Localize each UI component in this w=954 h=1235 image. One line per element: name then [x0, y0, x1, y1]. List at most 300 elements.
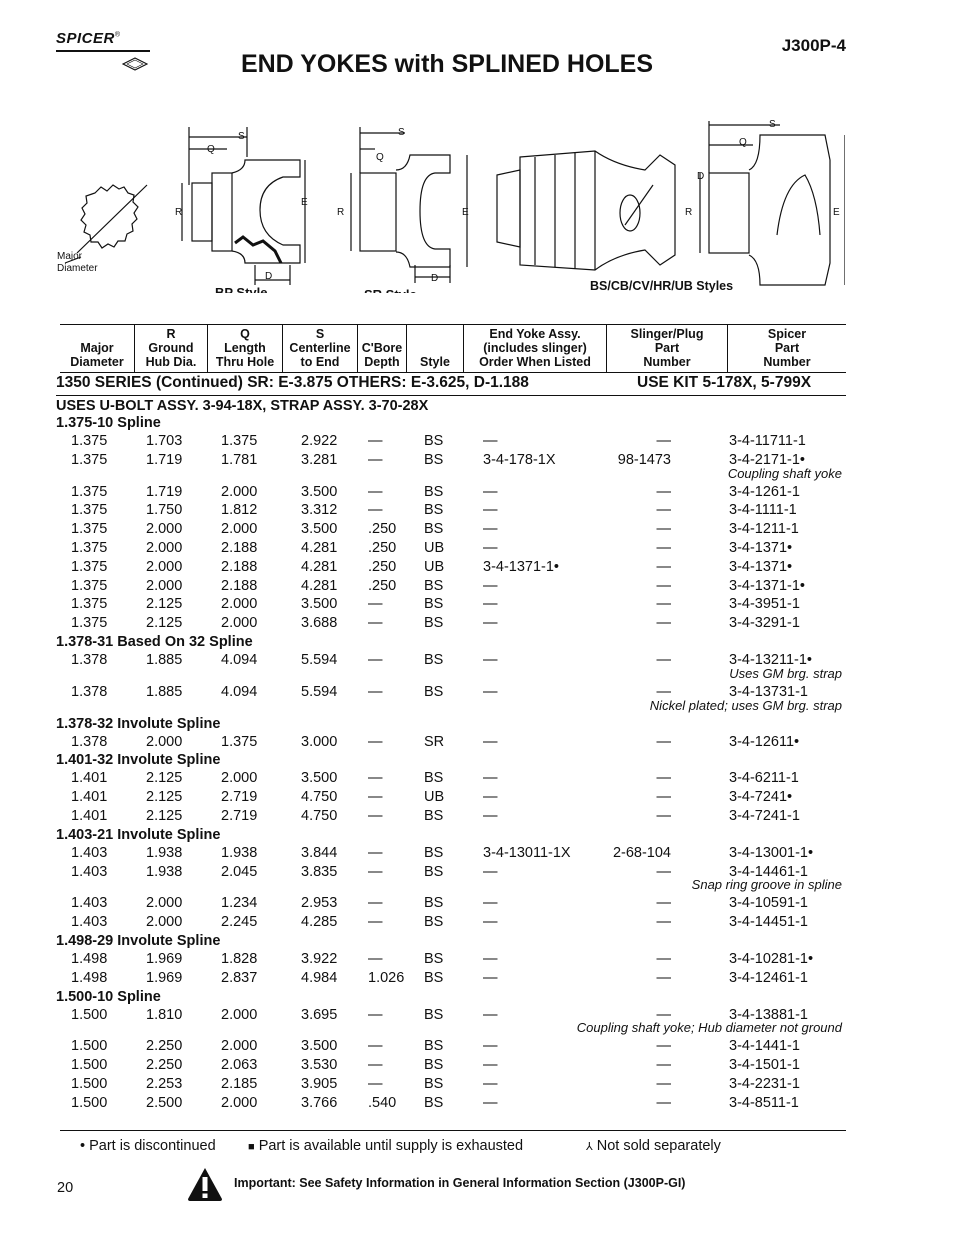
cell-style: BS	[424, 483, 444, 500]
cell-slinger-part: —	[656, 733, 671, 750]
cell-end-yoke-assy: —	[483, 521, 498, 538]
table-row	[56, 614, 846, 633]
cell-q-length: 2.000	[221, 1006, 258, 1023]
cell-q-length: 1.375	[221, 433, 258, 449]
cell-q-length: 2.245	[221, 914, 258, 931]
cell-r-hub: 2.000	[146, 539, 183, 556]
cell-cbore: —	[368, 502, 383, 519]
cell-q-length: 2.000	[221, 483, 258, 500]
cell-slinger-part: —	[656, 789, 671, 806]
cell-slinger-part: —	[656, 539, 671, 556]
cell-q-length: 2.045	[221, 863, 258, 880]
cell-q-length: 2.063	[221, 1057, 258, 1074]
row-note: Uses GM brg. strap	[729, 665, 842, 681]
bs-dim-d: D	[697, 171, 705, 182]
table-row	[56, 913, 846, 932]
cell-spicer-part: 3-4-7241•	[729, 789, 793, 806]
cell-cbore: —	[368, 596, 383, 613]
brand-name: SPICER	[56, 30, 115, 47]
cell-spicer-part: 3-4-13731-1	[729, 683, 808, 700]
cell-style: BS	[424, 844, 444, 861]
bs-styles-label: BS/CB/CV/HR/UB Styles	[590, 279, 734, 293]
cell-major-diameter: 1.375	[71, 596, 108, 613]
cell-spicer-part: 3-4-13881-1	[729, 1006, 808, 1023]
cell-end-yoke-assy: —	[483, 950, 498, 967]
cell-style: BS	[424, 969, 444, 986]
table-header	[60, 324, 846, 373]
cell-spicer-part: 3-4-12611•	[729, 733, 800, 750]
table-row	[56, 863, 846, 882]
warning-icon	[186, 1166, 224, 1202]
cell-r-hub: 1.719	[146, 451, 183, 468]
cell-major-diameter: 1.375	[71, 483, 108, 500]
bp-dim-e: E	[301, 197, 308, 208]
cell-r-hub: 1.938	[146, 844, 183, 861]
cell-spicer-part: 3-4-13001-1•	[729, 844, 814, 861]
cell-slinger-part: —	[656, 683, 671, 700]
cell-q-length: 2.000	[221, 596, 258, 613]
group-heading: 1.401-32 Involute Spline	[56, 752, 221, 769]
cell-q-length: 4.094	[221, 651, 258, 668]
cell-r-hub: 2.250	[146, 1057, 183, 1074]
cell-major-diameter: 1.500	[71, 1057, 108, 1074]
cell-style: BS	[424, 521, 444, 538]
group-heading: 1.375-10 Spline	[56, 415, 161, 431]
cell-end-yoke-assy: 3-4-178-1X	[483, 451, 556, 468]
sr-dim-d: D	[431, 273, 439, 284]
cell-spicer-part: 3-4-1371-1•	[729, 577, 806, 594]
cell-end-yoke-assy: —	[483, 577, 498, 594]
row-note: Nickel plated; uses GM brg. strap	[649, 697, 842, 713]
cell-end-yoke-assy: —	[483, 789, 498, 806]
spline-label-line2: Diameter	[57, 263, 98, 274]
cell-style: UB	[424, 558, 445, 575]
cell-cbore: .540	[368, 1094, 397, 1111]
cell-cbore: —	[368, 950, 383, 967]
cell-s-centerline: 3.695	[301, 1006, 338, 1023]
cell-slinger-part: —	[656, 521, 671, 538]
cell-end-yoke-assy: —	[483, 969, 498, 986]
cell-cbore: .250	[368, 577, 397, 594]
cell-r-hub: 1.969	[146, 950, 183, 967]
cell-style: BS	[424, 615, 444, 632]
cell-s-centerline: 3.835	[301, 863, 338, 880]
cell-major-diameter: 1.375	[71, 615, 108, 632]
bs-dim-q: Q	[739, 137, 747, 148]
cell-q-length: 2.188	[221, 577, 258, 594]
cell-major-diameter: 1.375	[71, 502, 108, 519]
cell-r-hub: 1.885	[146, 651, 183, 668]
cell-spicer-part: 3-4-1111-1	[729, 502, 797, 519]
cell-cbore: —	[368, 844, 383, 861]
bs-style-drawing	[497, 121, 845, 285]
cell-slinger-part: —	[656, 863, 671, 880]
group-heading: 1.403-21 Involute Spline	[56, 826, 221, 843]
cell-s-centerline: 3.000	[301, 733, 338, 750]
cell-end-yoke-assy: —	[483, 807, 498, 824]
cell-s-centerline: 3.500	[301, 596, 338, 613]
cell-style: BS	[424, 1094, 444, 1111]
cell-end-yoke-assy: —	[483, 651, 498, 668]
cell-cbore: —	[368, 1057, 383, 1074]
cell-s-centerline: 3.312	[301, 502, 338, 519]
cell-style: BS	[424, 433, 444, 449]
uses-line: USES U-BOLT ASSY. 3-94-18X, STRAP ASSY. 3-70-28X	[56, 398, 429, 414]
cell-major-diameter: 1.378	[71, 733, 108, 750]
cell-major-diameter: 1.500	[71, 1006, 108, 1023]
cell-style: BS	[424, 1057, 444, 1074]
cell-r-hub: 2.125	[146, 615, 183, 632]
cell-q-length: 2.000	[221, 521, 258, 538]
cell-spicer-part: 3-4-1261-1	[729, 483, 800, 500]
series-divider	[56, 395, 846, 396]
cell-major-diameter: 1.401	[71, 770, 108, 787]
cell-q-length: 2.837	[221, 969, 258, 986]
cell-r-hub: 1.885	[146, 683, 183, 700]
cell-r-hub: 1.810	[146, 1006, 183, 1023]
table-row	[56, 969, 846, 988]
cell-s-centerline: 3.922	[301, 950, 338, 967]
cell-spicer-part: 3-4-2171-1•	[729, 451, 806, 468]
cell-style: BS	[424, 863, 444, 880]
legend-not-sold: ⅄ Not sold separately	[586, 1138, 721, 1154]
cell-spicer-part: 3-4-6211-1	[729, 770, 799, 787]
cell-cbore: —	[368, 1006, 383, 1023]
cell-slinger-part: —	[656, 914, 671, 931]
cell-style: BS	[424, 895, 444, 912]
cell-s-centerline: 3.500	[301, 1038, 338, 1055]
cell-style: SR	[424, 733, 445, 750]
cell-major-diameter: 1.375	[71, 539, 108, 556]
cell-major-diameter: 1.500	[71, 1038, 108, 1055]
cell-spicer-part: 3-4-8511-1	[729, 1094, 799, 1111]
cell-s-centerline: 4.281	[301, 577, 338, 594]
series-title: 1350 SERIES (Continued) SR: E-3.875 OTHERS: E-3.625, D-1.188	[56, 374, 529, 391]
cell-s-centerline: 3.500	[301, 770, 338, 787]
cell-spicer-part: 3-4-1371•	[729, 558, 793, 575]
cell-slinger-part: —	[656, 1006, 671, 1023]
cell-s-centerline: 3.766	[301, 1094, 338, 1111]
sr-dim-q: Q	[376, 152, 384, 163]
cell-style: BS	[424, 1038, 444, 1055]
cell-spicer-part: 3-4-10281-1•	[729, 950, 814, 967]
yoke-figures	[55, 115, 845, 297]
col-cbore-depth: C'Bore Depth	[358, 325, 407, 373]
cell-slinger-part: —	[656, 770, 671, 787]
cell-style: BS	[424, 651, 444, 668]
cell-s-centerline: 3.905	[301, 1075, 338, 1092]
cell-cbore: —	[368, 789, 383, 806]
cell-end-yoke-assy: —	[483, 1006, 498, 1023]
cell-q-length: 4.094	[221, 683, 258, 700]
cell-q-length: 2.719	[221, 807, 258, 824]
cell-cbore: —	[368, 914, 383, 931]
cell-r-hub: 1.938	[146, 863, 183, 880]
cell-r-hub: 2.500	[146, 1094, 183, 1111]
cell-style: UB	[424, 539, 445, 556]
cell-style: BS	[424, 807, 444, 824]
group-heading: 1.378-31 Based On 32 Spline	[56, 633, 253, 650]
brand-mark: ®	[114, 31, 121, 39]
cell-end-yoke-assy: —	[483, 683, 498, 700]
cell-major-diameter: 1.403	[71, 895, 108, 912]
cell-style: BS	[424, 1075, 444, 1092]
cell-style: BS	[424, 596, 444, 613]
cell-r-hub: 2.000	[146, 558, 183, 575]
cell-s-centerline: 3.500	[301, 521, 338, 538]
important-notice: Important: See Safety Information in General Information Section (J300P-GI)	[234, 1176, 686, 1190]
cell-r-hub: 2.000	[146, 733, 183, 750]
table-row	[56, 539, 846, 558]
cell-cbore: .250	[368, 558, 397, 575]
cell-major-diameter: 1.401	[71, 789, 108, 806]
cell-q-length: 1.234	[221, 895, 258, 912]
table-row	[56, 950, 846, 969]
bs-dim-e: E	[833, 207, 840, 218]
table-row	[56, 577, 846, 596]
cell-cbore: —	[368, 1075, 383, 1092]
cell-spicer-part: 3-4-1371•	[729, 539, 793, 556]
table-row	[56, 807, 846, 826]
sr-style-drawing	[351, 127, 467, 283]
col-end-yoke-assy: End Yoke Assy. (includes slinger) Order When Listed	[464, 325, 607, 373]
table-row	[56, 451, 846, 470]
cell-r-hub: 2.000	[146, 521, 183, 538]
cell-q-length: 2.000	[221, 770, 258, 787]
cell-slinger-part: —	[656, 558, 671, 575]
cell-s-centerline: 5.594	[301, 683, 338, 700]
cell-slinger-part: —	[656, 502, 671, 519]
cell-s-centerline: 4.281	[301, 539, 338, 556]
cell-end-yoke-assy: —	[483, 483, 498, 500]
cell-slinger-part: —	[656, 1038, 671, 1055]
footer-divider	[60, 1130, 846, 1131]
table-body	[56, 414, 846, 1113]
cell-r-hub: 2.125	[146, 807, 183, 824]
row-note: Coupling shaft yoke; Hub diameter not ground	[576, 1020, 842, 1036]
row-note: Snap ring groove in spline	[691, 877, 842, 893]
bp-dim-s: S	[238, 131, 245, 142]
table-row	[56, 595, 846, 614]
cell-major-diameter: 1.401	[71, 807, 108, 824]
cell-s-centerline: 4.285	[301, 914, 338, 931]
cell-q-length: 1.938	[221, 844, 258, 861]
table-row	[56, 501, 846, 520]
cell-r-hub: 2.000	[146, 914, 183, 931]
cell-slinger-part: —	[656, 950, 671, 967]
cell-style: BS	[424, 577, 444, 594]
cell-cbore: —	[368, 807, 383, 824]
cell-s-centerline: 4.281	[301, 558, 338, 575]
cell-q-length: 2.000	[221, 1094, 258, 1111]
cell-s-centerline: 4.750	[301, 807, 338, 824]
cell-style: BS	[424, 950, 444, 967]
page-title: END YOKES with SPLINED HOLES	[240, 50, 654, 78]
table-row	[56, 844, 846, 863]
table-row	[56, 769, 846, 788]
page-number: 20	[57, 1180, 74, 1196]
cell-style: UB	[424, 789, 445, 806]
cell-cbore: .250	[368, 521, 397, 538]
cell-end-yoke-assy: —	[483, 1038, 498, 1055]
cell-major-diameter: 1.403	[71, 844, 108, 861]
bp-style-drawing	[182, 127, 305, 285]
cell-s-centerline: 4.750	[301, 789, 338, 806]
cell-r-hub: 1.719	[146, 483, 183, 500]
cell-s-centerline: 3.530	[301, 1057, 338, 1074]
cell-r-hub: 1.703	[146, 433, 183, 449]
sr-dim-r: R	[337, 207, 345, 218]
cell-r-hub: 2.125	[146, 789, 183, 806]
cell-major-diameter: 1.498	[71, 969, 108, 986]
cell-major-diameter: 1.500	[71, 1094, 108, 1111]
cell-major-diameter: 1.375	[71, 433, 108, 449]
cell-spicer-part: 3-4-3291-1	[729, 615, 800, 632]
cell-q-length: 2.000	[221, 615, 258, 632]
cell-style: BS	[424, 683, 444, 700]
cell-major-diameter: 1.378	[71, 651, 108, 668]
spline-label-line1: Major	[57, 251, 83, 262]
cell-cbore: 1.026	[368, 969, 405, 986]
cell-q-length: 2.185	[221, 1075, 258, 1092]
cell-spicer-part: 3-4-10591-1	[729, 895, 808, 912]
cell-cbore: —	[368, 433, 383, 449]
cell-r-hub: 2.000	[146, 577, 183, 594]
series-heading	[56, 374, 846, 392]
cell-slinger-part: —	[656, 895, 671, 912]
cell-slinger-part: —	[656, 1075, 671, 1092]
cell-slinger-part: —	[656, 807, 671, 824]
col-major-diameter: Major Diameter	[60, 325, 135, 373]
cell-end-yoke-assy: 3-4-1371-1•	[483, 558, 560, 575]
cell-style: BS	[424, 770, 444, 787]
cell-end-yoke-assy: —	[483, 914, 498, 931]
cell-end-yoke-assy: —	[483, 770, 498, 787]
table-row	[56, 1056, 846, 1075]
cell-s-centerline: 3.844	[301, 844, 338, 861]
cell-r-hub: 2.250	[146, 1038, 183, 1055]
cell-slinger-part: 2-68-104	[612, 844, 671, 861]
cell-s-centerline: 5.594	[301, 651, 338, 668]
cell-cbore: .250	[368, 539, 397, 556]
brand-logo	[56, 30, 152, 48]
cell-spicer-part: 3-4-1501-1	[729, 1057, 800, 1074]
cell-spicer-part: 3-4-14451-1	[729, 914, 808, 931]
bp-dim-r: R	[175, 207, 183, 218]
cell-end-yoke-assy: —	[483, 615, 498, 632]
cell-end-yoke-assy: —	[483, 1075, 498, 1092]
bs-dim-r: R	[685, 207, 693, 218]
cell-slinger-part: 98-1473	[617, 451, 671, 468]
cell-end-yoke-assy: —	[483, 1094, 498, 1111]
cell-r-hub: 2.000	[146, 895, 183, 912]
cell-q-length: 2.188	[221, 539, 258, 556]
cell-cbore: —	[368, 483, 383, 500]
cell-major-diameter: 1.403	[71, 914, 108, 931]
table-row	[56, 1037, 846, 1056]
group-heading: 1.500-10 Spline	[56, 988, 161, 1005]
col-q-length: Q Length Thru Hole	[208, 325, 283, 373]
cell-spicer-part: 3-4-1441-1	[729, 1038, 800, 1055]
cell-s-centerline: 2.953	[301, 895, 338, 912]
cell-style: BS	[424, 451, 444, 468]
table-row	[56, 788, 846, 807]
doc-number: J300P-4	[781, 36, 846, 55]
col-slinger-plug: Slinger/Plug Part Number	[607, 325, 728, 373]
table-row	[56, 520, 846, 539]
col-r-ground-hub: R Ground Hub Dia.	[135, 325, 208, 373]
cell-cbore: —	[368, 1038, 383, 1055]
bs-dim-s: S	[769, 119, 776, 130]
cell-s-centerline: 3.500	[301, 483, 338, 500]
table-row	[56, 894, 846, 913]
cell-end-yoke-assy: —	[483, 502, 498, 519]
cell-q-length: 2.188	[221, 558, 258, 575]
group-heading: 1.498-29 Involute Spline	[56, 932, 221, 949]
cell-r-hub: 2.125	[146, 770, 183, 787]
cell-r-hub: 1.969	[146, 969, 183, 986]
cell-slinger-part: —	[656, 651, 671, 668]
cell-spicer-part: 3-4-7241-1	[729, 807, 800, 824]
cell-r-hub: 2.125	[146, 596, 183, 613]
cell-major-diameter: 1.375	[71, 451, 108, 468]
cell-cbore: —	[368, 683, 383, 700]
cell-slinger-part: —	[656, 969, 671, 986]
bp-dim-d: D	[265, 271, 273, 282]
table-row	[56, 1075, 846, 1094]
cell-style: BS	[424, 914, 444, 931]
cell-r-hub: 2.253	[146, 1075, 183, 1092]
cell-end-yoke-assy: —	[483, 895, 498, 912]
cell-slinger-part: —	[656, 615, 671, 632]
cell-spicer-part: 3-4-11711-1	[729, 433, 806, 449]
cell-slinger-part: —	[656, 483, 671, 500]
cell-major-diameter: 1.500	[71, 1075, 108, 1092]
yoke-drawings	[55, 115, 845, 297]
cell-cbore: —	[368, 451, 383, 468]
table-row	[56, 683, 846, 702]
legend-discontinued: • Part is discontinued	[80, 1138, 216, 1154]
cell-s-centerline: 3.688	[301, 615, 338, 632]
cell-q-length: 1.812	[221, 502, 258, 519]
cell-style: BS	[424, 502, 444, 519]
group-heading: 1.378-32 Involute Spline	[56, 715, 221, 732]
cell-end-yoke-assy: —	[483, 733, 498, 750]
legend-supply: ■ Part is available until supply is exhausted	[248, 1138, 524, 1154]
cell-style: BS	[424, 1006, 444, 1023]
cell-s-centerline: 2.922	[301, 433, 338, 449]
cell-spicer-part: 3-4-14461-1	[729, 863, 808, 880]
cell-cbore: —	[368, 615, 383, 632]
bp-dim-q: Q	[207, 144, 215, 155]
cell-spicer-part: 3-4-12461-1	[729, 969, 808, 986]
cell-cbore: —	[368, 733, 383, 750]
cell-slinger-part: —	[656, 1094, 671, 1111]
cell-end-yoke-assy: —	[483, 596, 498, 613]
cell-r-hub: 1.750	[146, 502, 183, 519]
cell-end-yoke-assy: —	[483, 433, 498, 449]
cell-s-centerline: 4.984	[301, 969, 338, 986]
cell-s-centerline: 3.281	[301, 451, 338, 468]
cell-major-diameter: 1.375	[71, 558, 108, 575]
cell-end-yoke-assy: 3-4-13011-1X	[483, 844, 571, 861]
cell-slinger-part: —	[656, 596, 671, 613]
table-row	[56, 558, 846, 577]
cell-spicer-part: 3-4-1211-1	[729, 521, 799, 538]
col-style: Style	[407, 325, 464, 373]
table-row	[56, 733, 846, 752]
cell-q-length: 2.719	[221, 789, 258, 806]
